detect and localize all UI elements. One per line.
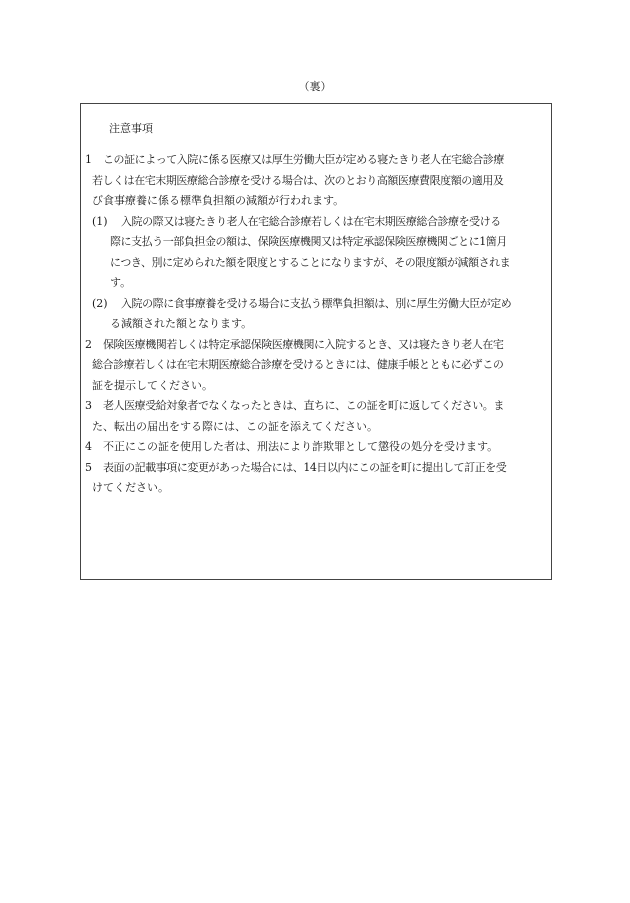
item-line: 老人医療受給対象者でなくなったときは、直ちに、この証を町に返してください。ま: [103, 399, 504, 412]
subitem-line: 際に支払う一部負担金の額は、保険医療機関又は特定承認保険医療機関ごとに1箇月: [110, 235, 507, 248]
item-number: 4: [85, 440, 92, 453]
item-line: 総合診療若しくは在宅末期医療総合診療を受けるときには、健康手帳とともに必ずこの: [92, 358, 504, 371]
notice-title: 注意事項: [109, 122, 153, 135]
notice-item-5: [81, 458, 553, 499]
notice-box: [80, 103, 552, 580]
item-number: 2: [85, 337, 92, 351]
subitem-line: 入院の際に食事療養を受ける場合に支払う標準負担額は、別に厚生労働大臣が定め: [121, 296, 512, 310]
notice-item-4: [81, 437, 553, 458]
item-number: 3: [85, 399, 92, 412]
item-line: けてください。: [92, 481, 169, 494]
item-number: 1: [85, 153, 92, 166]
item-line: 不正にこの証を使用した者は、刑法により詐欺罪として懲役の処分を受けます。: [103, 440, 499, 453]
subitem-line: 入院の際又は寝たきり老人在宅総合診療若しくは在宅末期医療総合診療を受ける: [121, 214, 501, 228]
subitem-number: (2): [92, 296, 108, 310]
notice-subitem-1-2: [81, 294, 553, 335]
notice-item-2: [81, 335, 553, 397]
item-line: 表面の記載事項に変更があった場合には、14日以内にこの証を町に提出して訂正を受: [103, 460, 507, 474]
notice-item-3: [81, 396, 553, 437]
item-line: た、転出の届出をする際には、この証を添えてください。: [92, 419, 378, 433]
notice-item-1: [81, 150, 553, 335]
item-line: 証を提示してください。: [92, 378, 213, 392]
item-line: この証によって入院に係る医療又は厚生労働大臣が定める寝たきり老人在宅総合診療: [103, 153, 504, 166]
item-number: 5: [85, 460, 92, 474]
subitem-line: につき、別に定められた額を限度とすることになりますが、その限度額が減額されま: [110, 255, 511, 269]
page-side-label: （裏）: [298, 80, 332, 93]
subitem-line: す。: [110, 276, 132, 289]
subitem-number: (1): [92, 214, 108, 228]
notice-list: [81, 150, 553, 499]
item-line: び食事療養に係る標準負担額の減額が行われます。: [92, 194, 345, 207]
subitem-line: る減額された額となります。: [110, 317, 253, 330]
item-line: 若しくは在宅末期医療総合診療を受ける場合は、次のとおり高額医療費限度額の適用及: [92, 173, 504, 187]
notice-subitem-1-1: [81, 212, 553, 294]
item-line: 保険医療機関若しくは特定承認保険医療機関に入院するとき、又は寝たきり老人在宅: [103, 337, 504, 351]
